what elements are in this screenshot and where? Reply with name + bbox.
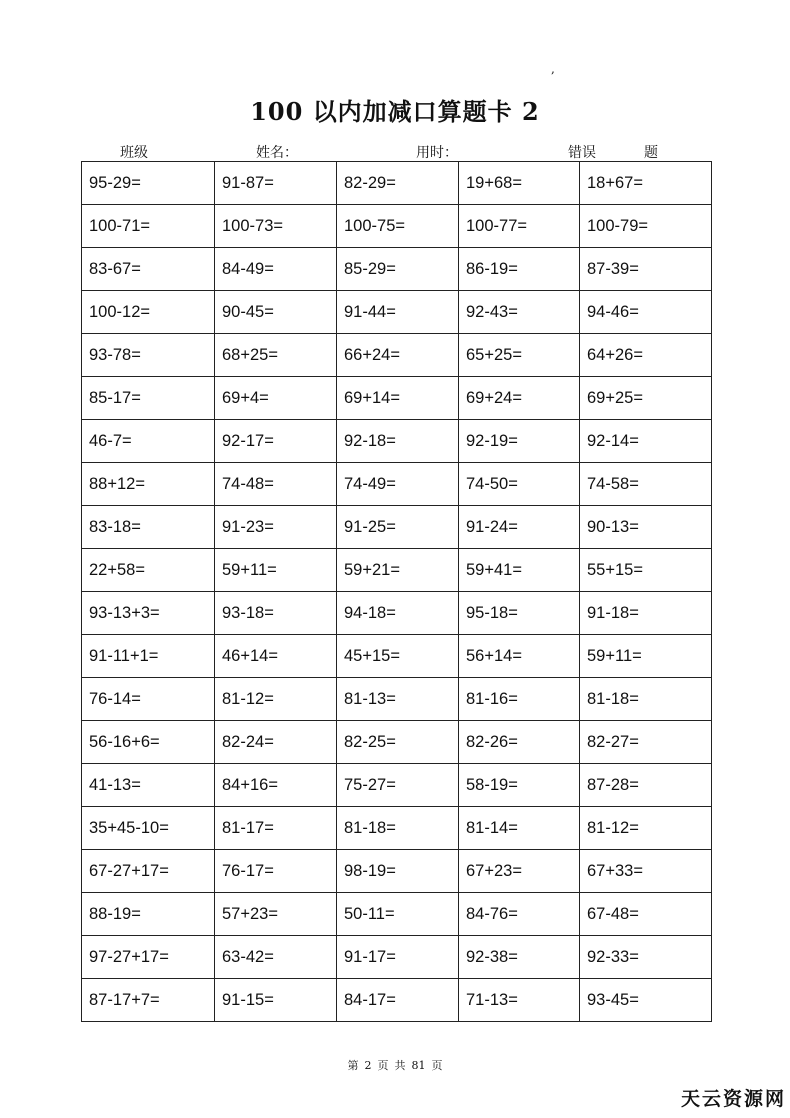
problem-cell: 90-13= — [580, 506, 712, 549]
problem-cell: 67+23= — [459, 850, 580, 893]
footer-suffix: 页 — [431, 1059, 443, 1072]
problem-row — [82, 635, 712, 678]
time-label: 用时： — [416, 145, 458, 161]
problem-cell: 84-49= — [215, 248, 337, 291]
problem-cell: 46+14= — [215, 635, 337, 678]
problem-cell: 100-75= — [337, 205, 459, 248]
page-title: 100 以内加减口算题卡 2 — [250, 97, 540, 126]
problem-cell: 67-48= — [580, 893, 712, 936]
problem-cell: 82-24= — [215, 721, 337, 764]
problem-cell: 94-46= — [580, 291, 712, 334]
problem-cell: 76-14= — [82, 678, 215, 721]
problem-row — [82, 592, 712, 635]
page-footer — [0, 1057, 790, 1073]
problem-cell: 91-15= — [215, 979, 337, 1022]
problem-cell: 68+25= — [215, 334, 337, 377]
problem-row — [82, 205, 712, 248]
problem-cell: 93-78= — [82, 334, 215, 377]
problem-cell: 82-29= — [337, 162, 459, 205]
problem-cell: 65+25= — [459, 334, 580, 377]
problem-cell: 95-18= — [459, 592, 580, 635]
problem-cell: 84-76= — [459, 893, 580, 936]
problem-cell: 71-13= — [459, 979, 580, 1022]
problem-cell: 45+15= — [337, 635, 459, 678]
problem-cell: 84-17= — [337, 979, 459, 1022]
problem-row — [82, 807, 712, 850]
problem-cell: 56-16+6= — [82, 721, 215, 764]
name-field — [256, 142, 402, 162]
problem-cell: 74-50= — [459, 463, 580, 506]
problem-row — [82, 334, 712, 377]
problem-cell: 63-42= — [215, 936, 337, 979]
problem-cell: 100-79= — [580, 205, 712, 248]
problem-cell: 92-38= — [459, 936, 580, 979]
problem-cell: 95-29= — [82, 162, 215, 205]
problem-cell: 83-18= — [82, 506, 215, 549]
problem-cell: 91-17= — [337, 936, 459, 979]
footer-prefix: 第 — [347, 1059, 359, 1072]
problem-row — [82, 162, 712, 205]
problem-cell: 92-17= — [215, 420, 337, 463]
problem-cell: 84+16= — [215, 764, 337, 807]
error-label: 错误 — [568, 145, 596, 161]
problem-cell: 81-14= — [459, 807, 580, 850]
problem-cell: 92-19= — [459, 420, 580, 463]
name-blank[interactable] — [298, 147, 402, 162]
problem-cell: 59+41= — [459, 549, 580, 592]
problem-row — [82, 248, 712, 291]
problem-cell: 69+14= — [337, 377, 459, 420]
problem-cell: 88-19= — [82, 893, 215, 936]
stray-mark: , — [551, 62, 555, 76]
problem-cell: 97-27+17= — [82, 936, 215, 979]
class-label: 班级 — [120, 145, 148, 161]
problem-cell: 69+4= — [215, 377, 337, 420]
problem-cell: 82-25= — [337, 721, 459, 764]
name-label: 姓名： — [256, 145, 298, 161]
problem-cell: 86-19= — [459, 248, 580, 291]
problem-cell: 83-67= — [82, 248, 215, 291]
problem-row — [82, 678, 712, 721]
problem-cell: 74-49= — [337, 463, 459, 506]
problem-row — [82, 463, 712, 506]
problem-cell: 92-33= — [580, 936, 712, 979]
problem-cell: 59+11= — [215, 549, 337, 592]
problem-row — [82, 893, 712, 936]
footer-total-pages: 81 — [411, 1059, 426, 1072]
problem-cell: 19+68= — [459, 162, 580, 205]
problem-cell: 82-27= — [580, 721, 712, 764]
problem-cell: 94-18= — [337, 592, 459, 635]
problem-cell: 74-58= — [580, 463, 712, 506]
problem-cell: 92-43= — [459, 291, 580, 334]
problem-cell: 69+25= — [580, 377, 712, 420]
problem-cell: 22+58= — [82, 549, 215, 592]
class-blank[interactable] — [148, 147, 244, 162]
problem-cell: 93-45= — [580, 979, 712, 1022]
problem-grid — [81, 161, 712, 1022]
footer-total-word: 共 — [394, 1059, 406, 1072]
problem-cell: 76-17= — [215, 850, 337, 893]
problem-cell: 81-17= — [215, 807, 337, 850]
problem-cell: 91-18= — [580, 592, 712, 635]
problem-row — [82, 764, 712, 807]
footer-page-word: 页 — [377, 1059, 389, 1072]
time-blank[interactable] — [458, 147, 544, 162]
problem-cell: 81-18= — [580, 678, 712, 721]
problem-cell: 85-17= — [82, 377, 215, 420]
problem-cell: 90-45= — [215, 291, 337, 334]
problem-cell: 88+12= — [82, 463, 215, 506]
problem-cell: 100-71= — [82, 205, 215, 248]
error-suffix: 题 — [644, 145, 658, 161]
problem-row — [82, 549, 712, 592]
problem-cell: 91-11+1= — [82, 635, 215, 678]
problem-cell: 91-44= — [337, 291, 459, 334]
problem-cell: 100-73= — [215, 205, 337, 248]
problem-cell: 46-7= — [82, 420, 215, 463]
problem-cell: 91-23= — [215, 506, 337, 549]
problem-cell: 87-39= — [580, 248, 712, 291]
problem-cell: 93-13+3= — [82, 592, 215, 635]
problem-cell: 81-13= — [337, 678, 459, 721]
problem-cell: 58-19= — [459, 764, 580, 807]
student-info-line — [0, 142, 790, 162]
footer-page-number: 2 — [364, 1059, 372, 1072]
problem-cell: 87-28= — [580, 764, 712, 807]
class-field — [120, 142, 244, 162]
problem-row — [82, 377, 712, 420]
problem-cell: 92-14= — [580, 420, 712, 463]
problem-cell: 69+24= — [459, 377, 580, 420]
problem-cell: 59+21= — [337, 549, 459, 592]
problem-row — [82, 721, 712, 764]
problem-row — [82, 291, 712, 334]
problem-cell: 55+15= — [580, 549, 712, 592]
problem-cell: 98-19= — [337, 850, 459, 893]
problem-cell: 85-29= — [337, 248, 459, 291]
problem-cell: 100-12= — [82, 291, 215, 334]
time-field — [416, 142, 544, 162]
problem-cell: 67+33= — [580, 850, 712, 893]
problem-row — [82, 420, 712, 463]
problem-cell: 91-24= — [459, 506, 580, 549]
problem-cell: 41-13= — [82, 764, 215, 807]
problem-cell: 81-12= — [580, 807, 712, 850]
problem-row — [82, 979, 712, 1022]
problem-cell: 35+45-10= — [82, 807, 215, 850]
problem-cell: 91-25= — [337, 506, 459, 549]
problem-cell: 75-27= — [337, 764, 459, 807]
problem-cell: 74-48= — [215, 463, 337, 506]
error-field — [568, 142, 658, 162]
problem-row — [82, 506, 712, 549]
problem-cell: 81-18= — [337, 807, 459, 850]
problem-cell: 56+14= — [459, 635, 580, 678]
problem-cell: 92-18= — [337, 420, 459, 463]
brand-watermark: 天云资源网 — [680, 1088, 786, 1110]
problem-cell: 50-11= — [337, 893, 459, 936]
problem-cell: 64+26= — [580, 334, 712, 377]
problem-cell: 67-27+17= — [82, 850, 215, 893]
problem-row — [82, 936, 712, 979]
problem-cell: 81-12= — [215, 678, 337, 721]
problem-cell: 91-87= — [215, 162, 337, 205]
problem-row — [82, 850, 712, 893]
problem-cell: 57+23= — [215, 893, 337, 936]
problem-cell: 93-18= — [215, 592, 337, 635]
problem-cell: 18+67= — [580, 162, 712, 205]
problem-cell: 81-16= — [459, 678, 580, 721]
problem-cell: 66+24= — [337, 334, 459, 377]
problem-cell: 82-26= — [459, 721, 580, 764]
problem-cell: 87-17+7= — [82, 979, 215, 1022]
problem-cell: 59+11= — [580, 635, 712, 678]
error-blank[interactable] — [596, 147, 644, 162]
problem-cell: 100-77= — [459, 205, 580, 248]
